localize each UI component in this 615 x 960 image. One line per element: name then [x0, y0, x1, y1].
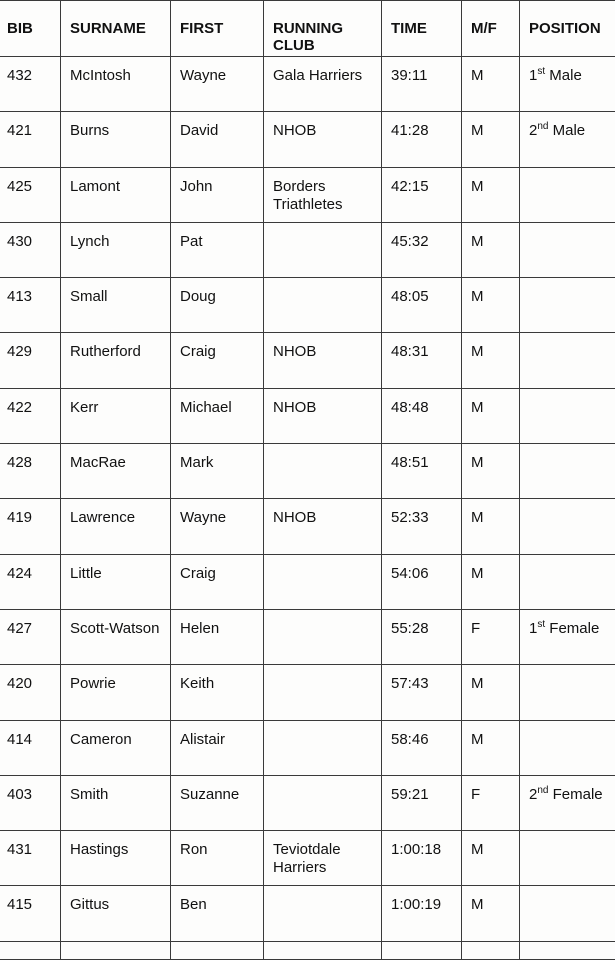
header-running-club: RUNNING CLUB — [264, 1, 382, 57]
cell-club: Gala Harriers — [264, 57, 382, 112]
cell-club — [264, 278, 382, 333]
empty-cell — [462, 941, 520, 959]
empty-cell — [0, 941, 61, 959]
table-row — [0, 831, 615, 886]
table-row — [0, 609, 615, 664]
cell-first: Keith — [171, 665, 264, 720]
cell-time: 52:33 — [382, 499, 462, 554]
cell-position — [520, 57, 615, 112]
table-row — [0, 720, 615, 775]
table-body — [0, 57, 615, 960]
position-label — [529, 122, 585, 139]
cell-time: 42:15 — [382, 167, 462, 222]
cell-time: 48:31 — [382, 333, 462, 388]
position-category: Female — [545, 619, 600, 637]
position-number: 1 — [529, 67, 538, 84]
cell-time: 48:05 — [382, 278, 462, 333]
cell-mf: M — [462, 333, 520, 388]
header-position: POSITION — [520, 1, 615, 57]
cell-first: David — [171, 112, 264, 167]
cell-time: 45:32 — [382, 222, 462, 277]
header-time: TIME — [382, 1, 462, 57]
cell-mf: M — [462, 112, 520, 167]
cell-position — [520, 775, 615, 830]
cell-club: NHOB — [264, 333, 382, 388]
cell-mf: M — [462, 499, 520, 554]
cell-first: Wayne — [171, 57, 264, 112]
table-row — [0, 57, 615, 112]
table-row — [0, 278, 615, 333]
position-number: 2 — [529, 122, 538, 140]
cell-position — [520, 554, 615, 609]
cell-position — [520, 333, 615, 388]
cell-time: 48:51 — [382, 444, 462, 499]
cell-bib: 427 — [0, 609, 61, 664]
cell-position — [520, 499, 615, 554]
cell-mf: M — [462, 665, 520, 720]
cell-time: 55:28 — [382, 609, 462, 664]
table-row — [0, 886, 615, 941]
cell-first: Doug — [171, 278, 264, 333]
position-label — [529, 620, 599, 637]
cell-bib: 431 — [0, 831, 61, 886]
cell-bib: 425 — [0, 167, 61, 222]
table-row — [0, 665, 615, 720]
empty-cell — [61, 941, 171, 959]
cell-position — [520, 609, 615, 664]
empty-cell — [520, 941, 615, 959]
table-row — [0, 388, 615, 443]
cell-surname: Small — [61, 278, 171, 333]
table-row — [0, 775, 615, 830]
cell-position — [520, 831, 615, 886]
table-header-row — [0, 1, 615, 57]
cell-club — [264, 775, 382, 830]
cell-surname: Burns — [61, 112, 171, 167]
table-row — [0, 222, 615, 277]
cell-surname: Hastings — [61, 831, 171, 886]
cell-mf: M — [462, 57, 520, 112]
cell-first: Craig — [171, 554, 264, 609]
position-number: 1 — [529, 619, 538, 637]
header-surname: SURNAME — [61, 1, 171, 57]
cell-surname: Scott-Watson — [61, 609, 171, 664]
cell-position — [520, 444, 615, 499]
position-number: 2 — [529, 785, 538, 803]
table-row — [0, 167, 615, 222]
cell-surname: Kerr — [61, 388, 171, 443]
cell-surname: Rutherford — [61, 333, 171, 388]
cell-surname: McIntosh — [61, 57, 171, 112]
cell-first: Mark — [171, 444, 264, 499]
cell-club: NHOB — [264, 112, 382, 167]
cell-position — [520, 665, 615, 720]
cell-position — [520, 720, 615, 775]
cell-surname: Cameron — [61, 720, 171, 775]
table-row — [0, 333, 615, 388]
cell-mf: M — [462, 278, 520, 333]
cell-surname: Little — [61, 554, 171, 609]
cell-time: 39:11 — [382, 57, 462, 112]
cell-mf: F — [462, 609, 520, 664]
header-first: FIRST — [171, 1, 264, 57]
cell-position — [520, 222, 615, 277]
cell-mf: F — [462, 775, 520, 830]
cell-surname: Lynch — [61, 222, 171, 277]
cell-club — [264, 665, 382, 720]
cell-bib: 419 — [0, 499, 61, 554]
cell-surname: MacRae — [61, 444, 171, 499]
position-category: Female — [548, 785, 603, 803]
cell-time: 59:21 — [382, 775, 462, 830]
cell-club — [264, 554, 382, 609]
cell-time: 48:48 — [382, 388, 462, 443]
cell-position — [520, 886, 615, 941]
cell-surname: Gittus — [61, 886, 171, 941]
cell-club: NHOB — [264, 499, 382, 554]
cell-surname: Smith — [61, 775, 171, 830]
cell-mf: M — [462, 388, 520, 443]
table-row — [0, 499, 615, 554]
cell-time: 1:00:18 — [382, 831, 462, 886]
cell-bib: 414 — [0, 720, 61, 775]
cell-first: Alistair — [171, 720, 264, 775]
cell-bib: 432 — [0, 57, 61, 112]
position-ordinal-suffix: st — [537, 66, 546, 77]
cell-club — [264, 886, 382, 941]
cell-bib: 403 — [0, 775, 61, 830]
cell-first: Ron — [171, 831, 264, 886]
cell-first: Ben — [171, 886, 264, 941]
position-label — [529, 67, 582, 84]
empty-cell — [171, 941, 264, 959]
cell-bib: 424 — [0, 554, 61, 609]
cell-time: 54:06 — [382, 554, 462, 609]
cell-first: Michael — [171, 388, 264, 443]
header-mf: M/F — [462, 1, 520, 57]
cell-mf: M — [462, 554, 520, 609]
cell-time: 58:46 — [382, 720, 462, 775]
cell-club: NHOB — [264, 388, 382, 443]
cell-club: Teviotdale Harriers — [264, 831, 382, 886]
position-ordinal-suffix: st — [537, 618, 546, 630]
position-category: Male — [545, 67, 582, 84]
table-row-partial — [0, 941, 615, 959]
cell-bib: 420 — [0, 665, 61, 720]
cell-time: 41:28 — [382, 112, 462, 167]
empty-cell — [264, 941, 382, 959]
cell-mf: M — [462, 167, 520, 222]
cell-club — [264, 222, 382, 277]
cell-time: 57:43 — [382, 665, 462, 720]
cell-bib: 421 — [0, 112, 61, 167]
cell-mf: M — [462, 720, 520, 775]
header-bib: BIB — [0, 1, 61, 57]
cell-surname: Lawrence — [61, 499, 171, 554]
cell-bib: 430 — [0, 222, 61, 277]
cell-surname: Lamont — [61, 167, 171, 222]
table-row — [0, 112, 615, 167]
cell-position — [520, 278, 615, 333]
cell-surname: Powrie — [61, 665, 171, 720]
cell-position — [520, 112, 615, 167]
cell-position — [520, 167, 615, 222]
cell-club — [264, 720, 382, 775]
position-category: Male — [548, 122, 586, 140]
position-ordinal-suffix: nd — [537, 784, 549, 796]
cell-first: Helen — [171, 609, 264, 664]
position-label — [529, 786, 603, 803]
cell-mf: M — [462, 831, 520, 886]
empty-cell — [382, 941, 462, 959]
cell-first: John — [171, 167, 264, 222]
cell-club — [264, 609, 382, 664]
cell-mf: M — [462, 222, 520, 277]
cell-mf: M — [462, 444, 520, 499]
cell-bib: 413 — [0, 278, 61, 333]
cell-first: Wayne — [171, 499, 264, 554]
cell-club: Borders Triathletes — [264, 167, 382, 222]
table-row — [0, 444, 615, 499]
cell-club — [264, 444, 382, 499]
cell-position — [520, 388, 615, 443]
cell-bib: 422 — [0, 388, 61, 443]
cell-bib: 429 — [0, 333, 61, 388]
position-ordinal-suffix: nd — [537, 121, 549, 133]
cell-bib: 415 — [0, 886, 61, 941]
cell-time: 1:00:19 — [382, 886, 462, 941]
cell-first: Suzanne — [171, 775, 264, 830]
cell-bib: 428 — [0, 444, 61, 499]
cell-first: Craig — [171, 333, 264, 388]
cell-mf: M — [462, 886, 520, 941]
table-row — [0, 554, 615, 609]
cell-first: Pat — [171, 222, 264, 277]
